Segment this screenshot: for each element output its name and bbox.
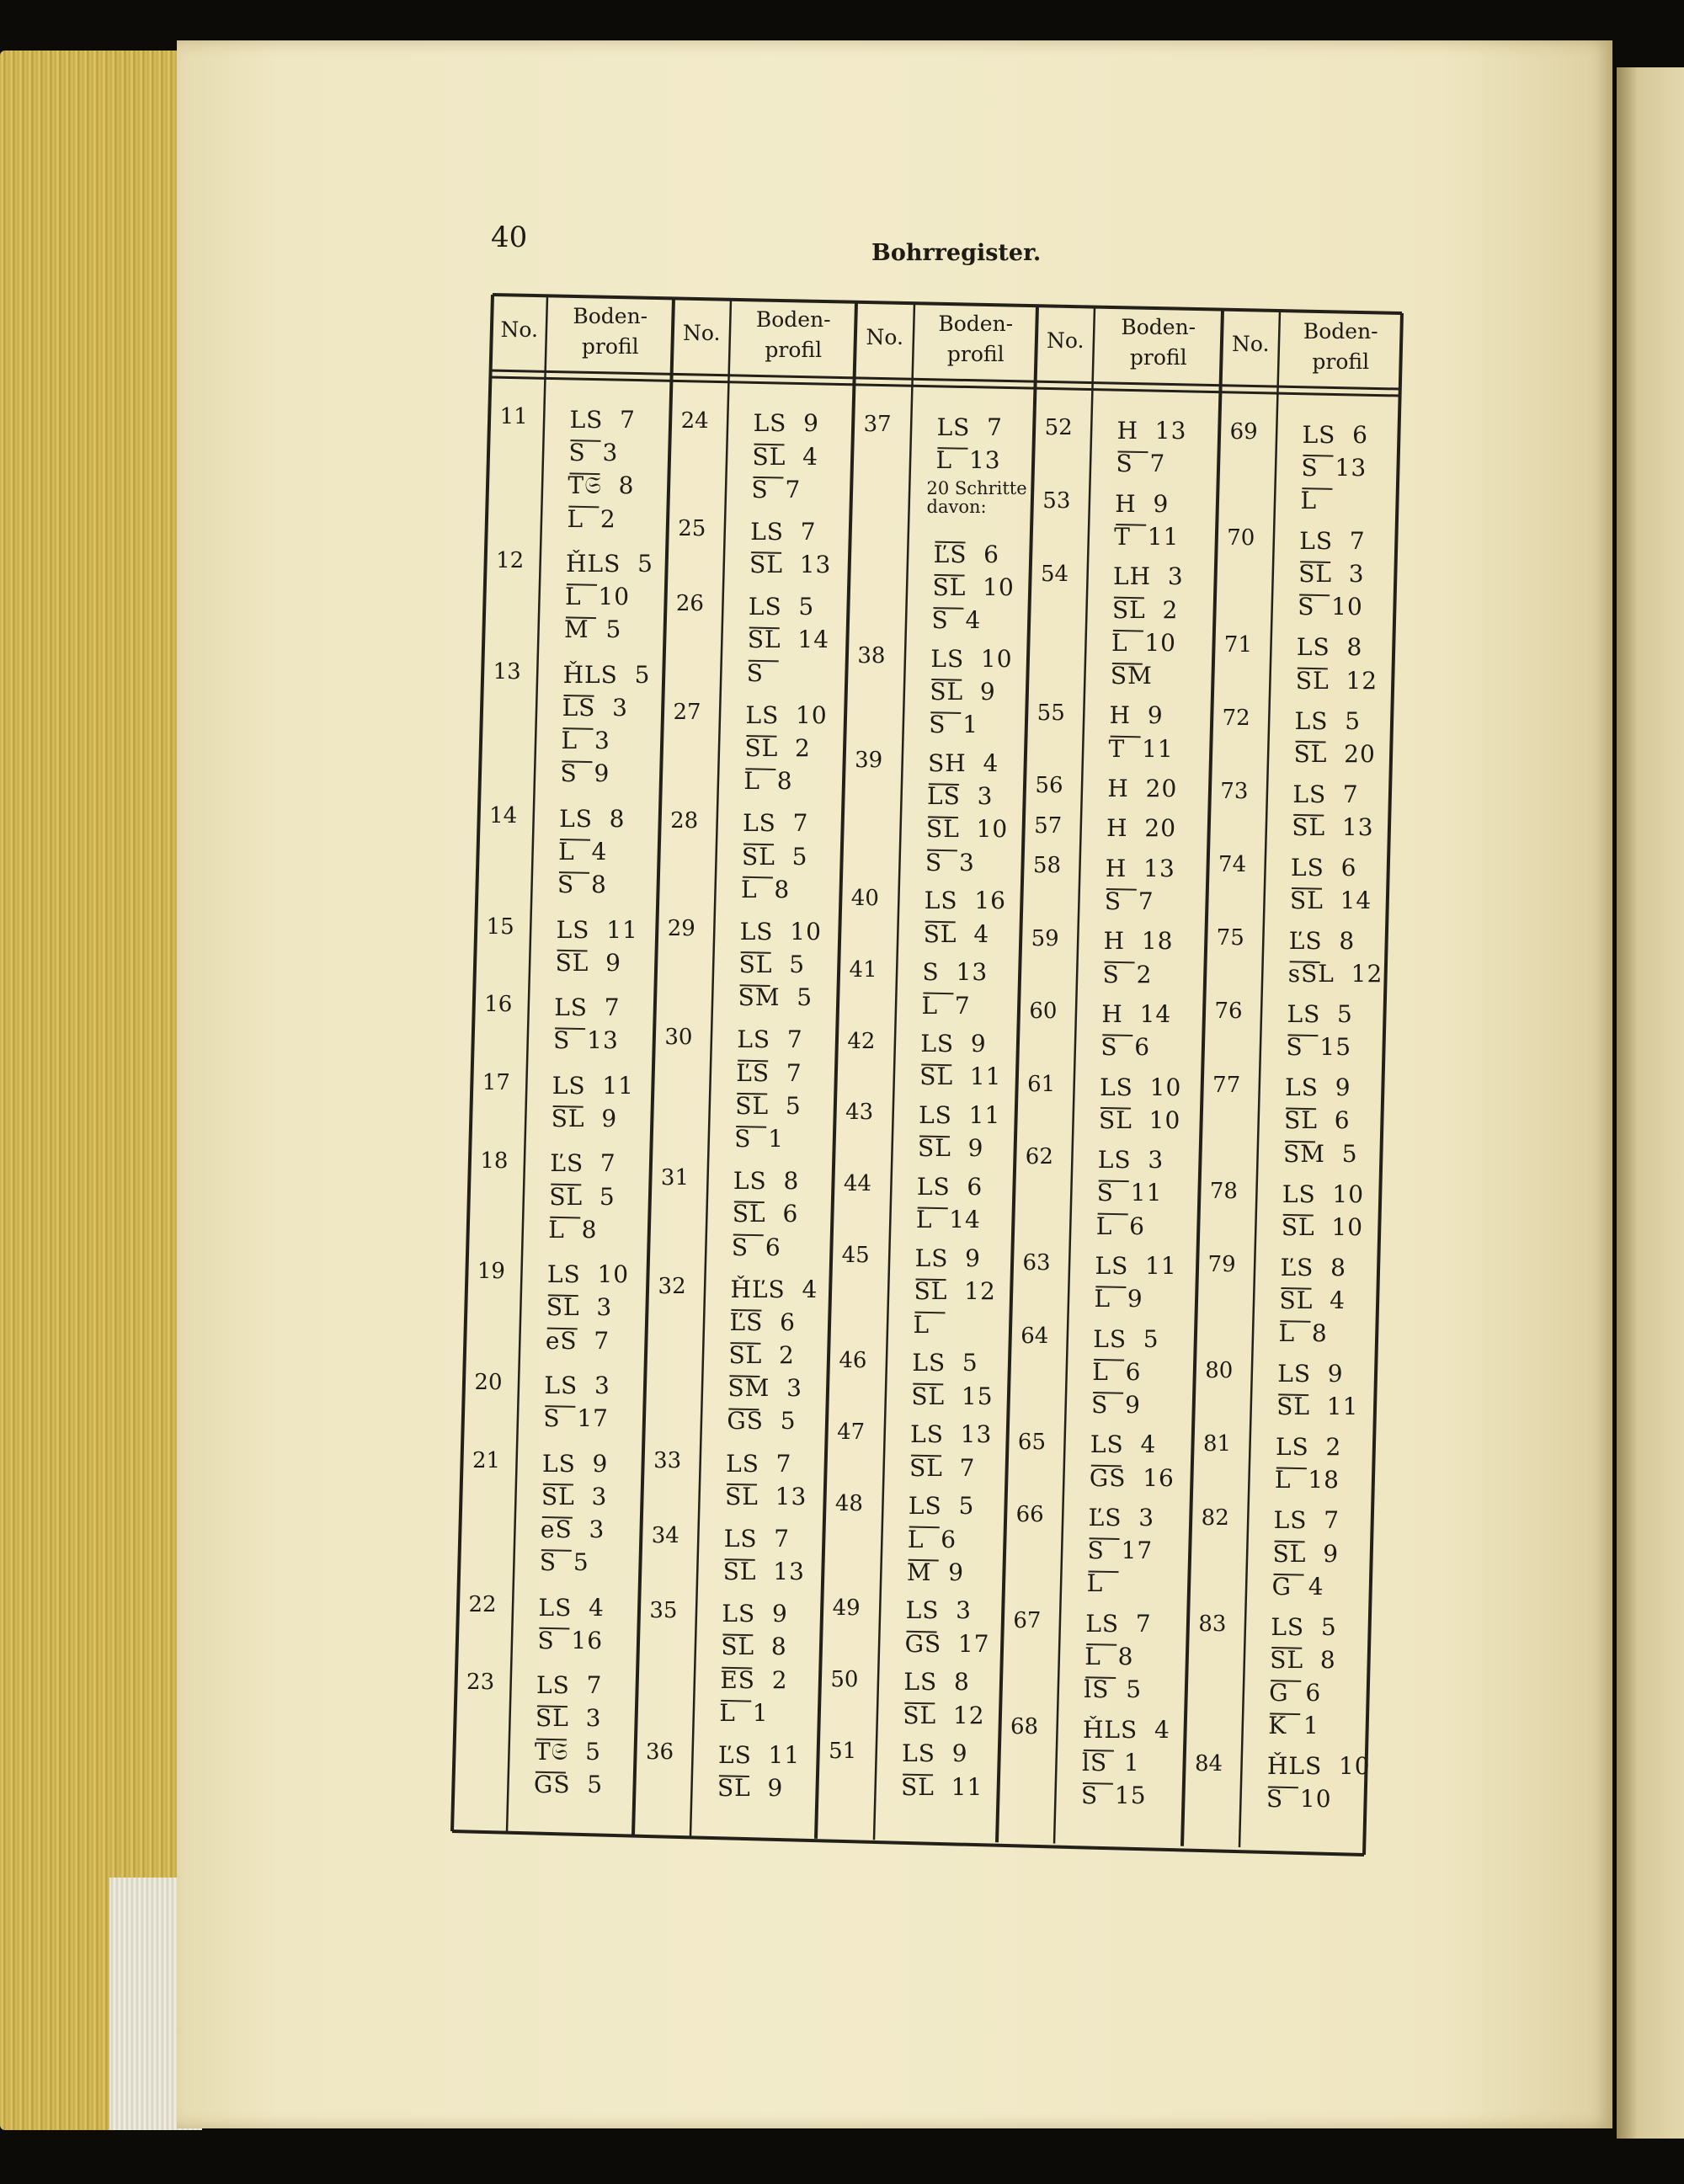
- profile-entry: G 4: [1271, 1572, 1324, 1601]
- profile-entry: SL 7: [909, 1453, 976, 1482]
- profile-entry: M 5: [564, 615, 622, 644]
- profile-entry: S 6: [731, 1233, 781, 1261]
- profile-entry: S 1: [734, 1124, 785, 1153]
- profile-entry: L 1: [719, 1698, 769, 1727]
- profile-entry: ȞĽS 4: [730, 1275, 818, 1303]
- profile-entry: S 13: [922, 958, 989, 987]
- profile-entry: LS 9: [1277, 1360, 1344, 1388]
- profile-entry: SL 20: [1293, 739, 1376, 768]
- profile-entry: LS 13: [910, 1420, 993, 1449]
- header-no: No.: [866, 324, 903, 349]
- profile-entry: K 1: [1268, 1712, 1319, 1740]
- row-number: 12: [496, 548, 525, 574]
- profile-entry: LS 9: [914, 1244, 981, 1273]
- row-number: 15: [486, 914, 514, 940]
- profile-entry: S 6: [1100, 1033, 1151, 1062]
- profile-entry: ES 2: [720, 1665, 788, 1694]
- profile-entry: SL 4: [923, 919, 990, 948]
- profile-entry: H 9: [1109, 701, 1164, 730]
- header-bodenprofil: Boden- profil: [1121, 315, 1196, 370]
- header-bodenprofil: Boden- profil: [573, 303, 648, 359]
- profile-entry: L 13: [935, 446, 1001, 475]
- profile-entry: L 7: [921, 991, 971, 1020]
- profile-entry: SL 10: [932, 573, 1015, 601]
- profile-entry: LS 3: [562, 693, 628, 722]
- row-number: 39: [855, 748, 883, 774]
- profile-entry: SL 5: [549, 1182, 616, 1211]
- profile-entry: SL 13: [722, 1558, 805, 1586]
- row-number: 60: [1029, 999, 1058, 1025]
- profile-entry: SL 15: [911, 1382, 994, 1410]
- profile-entry: SL 3: [1298, 560, 1365, 589]
- row-number: 72: [1222, 705, 1250, 731]
- row-number: 42: [847, 1028, 876, 1054]
- row-number: 58: [1032, 853, 1061, 879]
- profile-entry: LS 10: [745, 700, 828, 729]
- profile-entry: LS 7: [1292, 780, 1359, 808]
- profile-entry: LS 5: [1093, 1324, 1159, 1353]
- profile-entry: LS 7: [1085, 1609, 1152, 1638]
- profile-entry: LS 7: [554, 993, 621, 1022]
- profile-entry: LS 8: [733, 1167, 800, 1196]
- profile-entry: LS 10: [739, 917, 822, 946]
- profile-entry: L 9: [1094, 1285, 1143, 1313]
- profile-entry: SL 14: [1290, 887, 1372, 915]
- profile-entry: SL 12: [914, 1277, 996, 1306]
- profile-entry: LS 6: [1291, 853, 1357, 882]
- profile-entry: L: [1300, 487, 1318, 515]
- profile-entry: LS 7: [936, 413, 1003, 441]
- profile-entry: GS 5: [727, 1407, 797, 1436]
- profile-entry: SL 10: [1099, 1105, 1181, 1134]
- profile-entry: L 10: [1111, 628, 1176, 657]
- row-number: 47: [837, 1419, 866, 1445]
- profile-entry: S 13: [553, 1026, 619, 1055]
- profile-entry: LS 5: [1287, 1000, 1353, 1029]
- profile-entry: L 6: [1095, 1212, 1145, 1240]
- profile-entry: L 14: [915, 1206, 981, 1234]
- profile-entry: eS 7: [545, 1326, 610, 1355]
- profile-entry: T𝔖 5: [534, 1737, 601, 1766]
- profile-entry: S 17: [1087, 1537, 1154, 1565]
- row-number: 17: [482, 1070, 510, 1096]
- profile-entry: LS 2: [1275, 1433, 1342, 1462]
- profile-entry: L 6: [907, 1525, 957, 1553]
- profile-entry: LS 9: [902, 1739, 968, 1768]
- row-number: 55: [1037, 700, 1065, 726]
- profile-entry: S 10: [1298, 593, 1363, 621]
- profile-entry: LH 3: [1113, 562, 1184, 591]
- row-number: 43: [845, 1100, 874, 1126]
- profile-entry: S 3: [925, 848, 975, 876]
- profile-entry: S 5: [539, 1548, 589, 1577]
- profile-entry: SL 2: [1111, 595, 1179, 624]
- profile-entry: H 9: [1115, 489, 1170, 518]
- profile-entry: LS 16: [924, 887, 1006, 915]
- profile-entry: eS 3: [540, 1515, 605, 1543]
- profile-entry: ĽS 3: [1088, 1503, 1155, 1531]
- profile-entry: SL 9: [918, 1134, 984, 1163]
- profile-entry: LS 7: [1299, 527, 1366, 556]
- profile-entry: S 1: [929, 711, 979, 739]
- profile-entry: SM 5: [738, 983, 813, 1012]
- row-number: 71: [1223, 631, 1253, 658]
- profile-entry: SM 3: [727, 1374, 802, 1403]
- row-number: 23: [466, 1670, 495, 1696]
- header-bodenprofil: Boden- profil: [1303, 318, 1378, 374]
- row-number: 11: [499, 404, 528, 430]
- row-number: 49: [832, 1595, 861, 1621]
- profile-entry: SL 12: [903, 1701, 985, 1729]
- profile-entry: SL 9: [717, 1774, 784, 1803]
- profile-entry: H 20: [1107, 774, 1178, 802]
- profile-entry: SL 11: [1276, 1393, 1359, 1421]
- header-bodenprofil: Boden- profil: [755, 307, 831, 363]
- profile-entry: S 13: [1301, 453, 1367, 482]
- profile-entry: ĽS 11: [717, 1740, 801, 1769]
- profile-entry: T 11: [1108, 734, 1174, 763]
- profile-entry: L 8: [1278, 1319, 1328, 1348]
- profile-entry: ĽS 8: [1280, 1253, 1346, 1281]
- profile-entry: ĽS 8: [1288, 926, 1356, 955]
- profile-entry: H 14: [1101, 999, 1172, 1028]
- header-no: No.: [1047, 328, 1084, 353]
- row-number: 40: [850, 885, 879, 911]
- row-number: 46: [839, 1347, 867, 1373]
- row-number: 68: [1010, 1713, 1039, 1739]
- row-number: 13: [493, 659, 521, 685]
- row-number: 28: [670, 807, 699, 834]
- row-number: 54: [1041, 561, 1069, 587]
- profile-entry: SM: [1110, 661, 1153, 690]
- profile-entry: SL 11: [919, 1063, 1002, 1091]
- profile-entry: LS 4: [538, 1593, 605, 1622]
- header-bodenprofil: Boden- profil: [938, 311, 1014, 366]
- profile-entry: S 15: [1286, 1033, 1352, 1062]
- profile-entry: SL 13: [749, 551, 832, 579]
- profile-entry: ȞLS 5: [566, 549, 653, 578]
- row-number: 36: [645, 1739, 674, 1766]
- profile-entry: SL 9: [555, 948, 621, 977]
- profile-entry: SL 10: [926, 815, 1009, 844]
- profile-entry: GS 17: [904, 1629, 990, 1658]
- profile-entry: SL 9: [1272, 1539, 1340, 1568]
- profile-entry: lS 1: [1081, 1748, 1140, 1776]
- row-number: 50: [830, 1666, 859, 1692]
- profile-entry: S 17: [543, 1404, 609, 1433]
- row-number: 83: [1198, 1611, 1227, 1637]
- profile-entry: SL 4: [752, 442, 818, 471]
- row-number: 24: [680, 408, 709, 434]
- profile-entry: S 15: [1080, 1781, 1147, 1809]
- profile-entry: LS 3: [927, 782, 994, 811]
- profile-entry: ĽS 6: [933, 540, 999, 568]
- row-number: 52: [1044, 415, 1073, 441]
- profile-entry: SL 11: [901, 1772, 983, 1801]
- profile-entry: LS 9: [920, 1030, 987, 1058]
- row-number: 29: [667, 916, 695, 942]
- profile-entry: SL 8: [1270, 1645, 1336, 1674]
- profile-entry: ĽS 6: [729, 1308, 796, 1336]
- row-number: 67: [1013, 1608, 1042, 1634]
- profile-entry: ȞLS 4: [1083, 1715, 1170, 1744]
- profile-entry: LS 5: [908, 1492, 975, 1521]
- row-number: 22: [468, 1591, 497, 1617]
- profile-entry: ȞLS 10: [1266, 1752, 1371, 1781]
- row-number: 20: [474, 1370, 503, 1396]
- profile-entry: LS 11: [1095, 1251, 1177, 1280]
- header-no: No.: [683, 321, 721, 346]
- row-number: 84: [1194, 1750, 1223, 1776]
- row-number: 41: [849, 956, 877, 983]
- profile-entry: LS 11: [552, 1071, 634, 1100]
- profile-entry: LS 11: [556, 915, 638, 944]
- row-number: 53: [1042, 488, 1071, 514]
- profile-entry: SL 9: [930, 678, 996, 706]
- row-number: 35: [649, 1598, 678, 1624]
- profile-entry: lS 5: [1084, 1675, 1143, 1704]
- profile-entry: LS 10: [1100, 1073, 1182, 1101]
- profile-entry: L: [1086, 1569, 1104, 1598]
- profile-entry: SL 3: [536, 1704, 602, 1733]
- row-number: 38: [857, 643, 886, 669]
- row-number: 31: [660, 1165, 689, 1191]
- profile-entry: LS 9: [722, 1600, 788, 1628]
- profile-entry: S 4: [931, 606, 982, 635]
- row-number: 48: [834, 1490, 863, 1516]
- profile-entry: SL 2: [728, 1341, 795, 1370]
- profile-entry: S 16: [537, 1626, 604, 1654]
- row-number: 74: [1218, 852, 1247, 878]
- profile-entry: LS 7: [1273, 1506, 1340, 1535]
- row-number: 70: [1227, 525, 1255, 551]
- profile-entry: S 3: [568, 439, 619, 467]
- profile-entry: SL 5: [738, 951, 806, 979]
- profile-entry: LS 8: [903, 1668, 970, 1697]
- profile-entry: LS 8: [559, 804, 626, 833]
- profile-entry: T𝔖 8: [568, 471, 635, 500]
- profile-entry: LS 5: [912, 1349, 978, 1377]
- profile-entry: LS 9: [541, 1449, 609, 1478]
- row-number: 32: [658, 1273, 686, 1299]
- profile-entry: M 9: [906, 1558, 965, 1586]
- profile-entry: S 10: [1266, 1785, 1332, 1814]
- header-no: No.: [1232, 332, 1270, 357]
- profile-entry: LS 11: [919, 1101, 1001, 1130]
- profile-entry: LS 6: [1302, 420, 1368, 449]
- row-number: 19: [477, 1259, 505, 1285]
- profile-entry: S 7: [1116, 450, 1166, 478]
- row-number: 62: [1025, 1144, 1053, 1170]
- profile-entry: T 11: [1114, 522, 1180, 551]
- profile-entry: L 6: [1092, 1357, 1142, 1386]
- profile-entry: LS 9: [753, 409, 819, 438]
- profile-entry: GS 5: [533, 1770, 604, 1798]
- profile-entry: L 18: [1274, 1466, 1340, 1494]
- row-number: 78: [1209, 1178, 1238, 1204]
- profile-entry: SL 10: [1281, 1212, 1364, 1241]
- profile-entry: LS 7: [750, 517, 817, 546]
- profile-entry: S 9: [1091, 1390, 1141, 1419]
- profile-entry: S 8: [557, 871, 607, 899]
- row-number: 25: [678, 516, 706, 542]
- profile-entry: L: [913, 1310, 930, 1339]
- row-number: 37: [863, 412, 892, 438]
- profile-entry: S 9: [560, 759, 610, 788]
- profile-entry: L 8: [741, 875, 791, 903]
- row-number: 63: [1022, 1250, 1051, 1276]
- profile-entry: LS 5: [1294, 706, 1362, 735]
- profile-entry: L 8: [743, 767, 793, 796]
- profile-entry: SL 2: [744, 733, 811, 762]
- row-number: 81: [1202, 1431, 1232, 1457]
- row-number: 18: [480, 1148, 509, 1174]
- profile-entry: SL 13: [1292, 812, 1374, 841]
- profile-entry: SL 3: [541, 1482, 608, 1510]
- profile-entry: S 7: [1104, 887, 1154, 915]
- profile-entry: H 13: [1105, 854, 1175, 882]
- profile-entry: SH 4: [928, 748, 999, 777]
- profile-entry: S 7: [751, 475, 802, 503]
- row-number: 56: [1035, 773, 1063, 799]
- row-number: 33: [653, 1447, 682, 1473]
- profile-entry: SL 12: [1295, 666, 1378, 695]
- profile-entry: LS 7: [726, 1449, 792, 1478]
- profile-entry: ĽS 7: [550, 1149, 616, 1178]
- profile-entry: LS 3: [1097, 1146, 1164, 1175]
- row-number: 45: [841, 1243, 870, 1269]
- profile-entry: SL 5: [742, 842, 808, 871]
- profile-entry: SL 3: [546, 1293, 613, 1322]
- row-number: 14: [489, 803, 518, 829]
- profile-entry: GS 16: [1089, 1463, 1175, 1492]
- profile-entry: L 2: [567, 504, 616, 533]
- profile-entry: H 20: [1106, 814, 1177, 843]
- profile-entry: ȞLS 5: [562, 660, 651, 689]
- profile-entry: sSL 12: [1287, 960, 1383, 988]
- profile-entry: H 18: [1103, 927, 1174, 956]
- row-number: 59: [1031, 925, 1059, 951]
- profile-entry: G 6: [1269, 1679, 1322, 1707]
- page-number: 40: [491, 221, 528, 254]
- profile-entry: LS 5: [1271, 1612, 1337, 1641]
- profile-entry: SL 8: [721, 1633, 787, 1661]
- profile-entry: L 3: [561, 727, 610, 755]
- row-number: 64: [1021, 1323, 1049, 1349]
- row-number: 75: [1216, 925, 1244, 951]
- profile-entry: ĽS 7: [736, 1058, 802, 1087]
- row-number: 61: [1027, 1071, 1056, 1097]
- profile-entry: S 2: [1102, 960, 1153, 988]
- row-number: 44: [843, 1171, 871, 1197]
- profile-entry: H 13: [1116, 417, 1187, 445]
- profile-entry: S: [746, 658, 764, 687]
- row-number: 34: [651, 1523, 679, 1549]
- profile-entry: LS 7: [569, 405, 636, 434]
- row-number: 26: [675, 591, 704, 617]
- profile-entry: LS 10: [1282, 1180, 1365, 1208]
- profile-entry: SL 4: [1279, 1286, 1346, 1314]
- profile-entry: LS 10: [930, 644, 1013, 673]
- row-number: 57: [1034, 812, 1063, 839]
- row-number: 51: [829, 1738, 857, 1764]
- profile-entry: SL 6: [732, 1200, 799, 1228]
- row-number: 77: [1212, 1072, 1241, 1098]
- row-number: 80: [1205, 1358, 1234, 1384]
- profile-entry: LS 5: [748, 593, 815, 621]
- row-number: 65: [1017, 1429, 1046, 1455]
- profile-entry: LS 3: [905, 1596, 972, 1625]
- row-number: 69: [1229, 418, 1258, 445]
- row-number: 16: [484, 992, 513, 1018]
- profile-entry: S 11: [1096, 1179, 1163, 1207]
- profile-entry: L 8: [548, 1215, 598, 1244]
- profile-entry: LS 9: [1285, 1073, 1351, 1102]
- row-number: 76: [1214, 999, 1243, 1025]
- row-number: 27: [673, 700, 701, 726]
- header-no: No.: [500, 317, 538, 342]
- profile-entry: L 8: [1084, 1642, 1134, 1670]
- profile-entry: LS 10: [546, 1260, 630, 1289]
- row-number: 82: [1201, 1505, 1229, 1531]
- profile-entry: LS 7: [536, 1671, 603, 1700]
- profile-entry: LS 6: [916, 1173, 983, 1201]
- profile-entry: SL 13: [725, 1482, 807, 1510]
- running-head: Bohrregister.: [871, 240, 1042, 266]
- profile-entry: SL 9: [551, 1104, 618, 1132]
- profile-entry: L 4: [558, 837, 608, 866]
- profile-entry: LS 8: [1296, 633, 1363, 662]
- profile-entry: SL 5: [735, 1091, 802, 1120]
- profile-entry: LS 7: [737, 1025, 803, 1054]
- profile-entry: L 10: [565, 583, 631, 611]
- row-number: 66: [1015, 1502, 1044, 1528]
- row-number: 30: [664, 1024, 693, 1050]
- row-number: 21: [472, 1447, 501, 1473]
- profile-entry: SL 6: [1284, 1106, 1351, 1135]
- profile-entry: SL 14: [747, 626, 830, 654]
- profile-entry: LS 7: [723, 1524, 791, 1553]
- row-number: 73: [1220, 778, 1249, 804]
- profile-entry: 20 Schritte davon:: [926, 478, 1027, 518]
- row-number: 79: [1207, 1251, 1236, 1277]
- profile-entry: LS 4: [1090, 1430, 1157, 1459]
- profile-entry: LS 7: [743, 809, 809, 838]
- profile-entry: SM 5: [1283, 1139, 1358, 1168]
- profile-entry: LS 3: [544, 1371, 610, 1399]
